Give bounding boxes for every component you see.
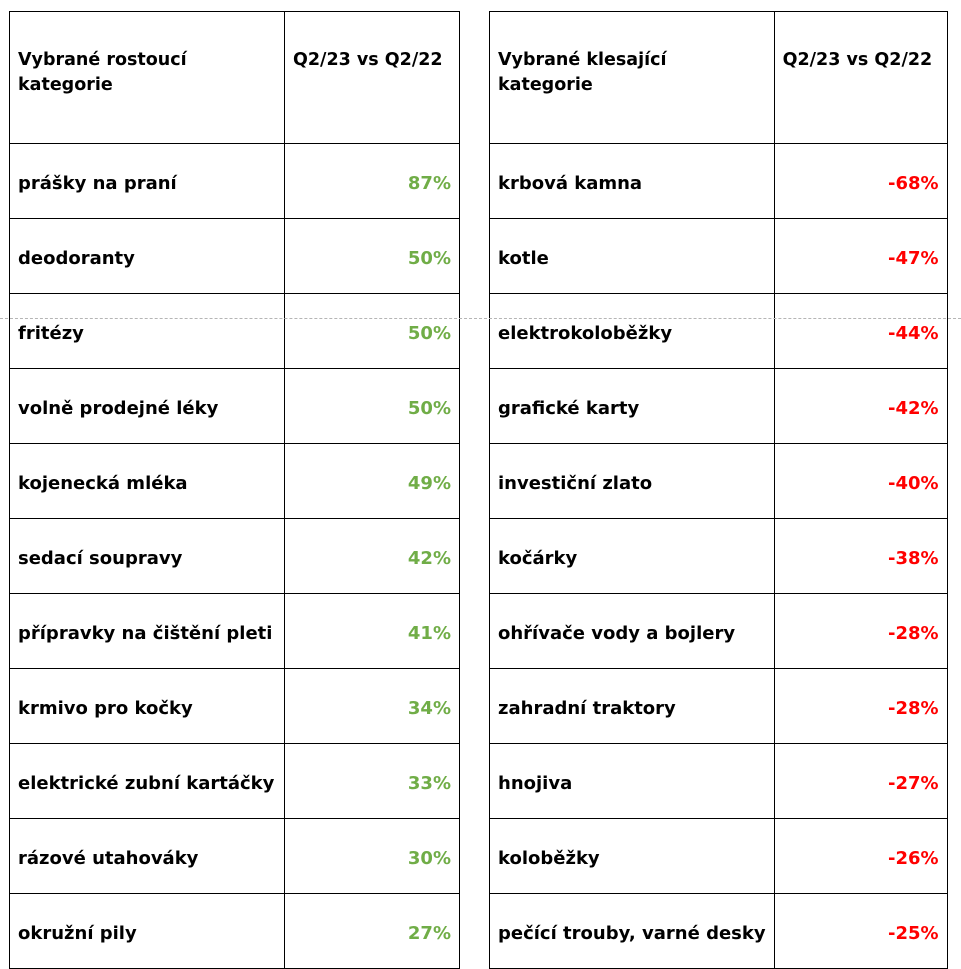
category-name: fritézy (10, 294, 285, 369)
table-row (490, 744, 948, 819)
category-name: grafické karty (490, 369, 775, 444)
change-value: -40% (774, 444, 947, 519)
table-row (490, 369, 948, 444)
table-row (490, 294, 948, 369)
table-row (10, 369, 460, 444)
category-name: prášky na praní (10, 144, 285, 219)
category-name: elektrické zubní kartáčky (10, 744, 285, 819)
category-name: koloběžky (490, 819, 775, 894)
table-row (490, 519, 948, 594)
category-name: kojenecká mléka (10, 444, 285, 519)
change-value: -42% (774, 369, 947, 444)
table-row (10, 219, 460, 294)
category-name: pečící trouby, varné desky (490, 894, 775, 969)
table-row (490, 894, 948, 969)
category-name: okružní pily (10, 894, 285, 969)
change-value: 49% (285, 444, 460, 519)
change-value: 41% (285, 594, 460, 669)
change-value: 30% (285, 819, 460, 894)
category-name: ohřívače vody a bojlery (490, 594, 775, 669)
change-value: 50% (285, 369, 460, 444)
table-row (10, 744, 460, 819)
change-value: 34% (285, 669, 460, 744)
table-row (10, 519, 460, 594)
table-row (490, 594, 948, 669)
category-name: volně prodejné léky (10, 369, 285, 444)
table-row (10, 819, 460, 894)
category-name: hnojiva (490, 744, 775, 819)
category-name: kočárky (490, 519, 775, 594)
change-value: -38% (774, 519, 947, 594)
category-name: elektrokoloběžky (490, 294, 775, 369)
table-row (490, 144, 948, 219)
table-header-row (490, 12, 948, 144)
category-name: krbová kamna (490, 144, 775, 219)
table-row (10, 669, 460, 744)
table-row (490, 444, 948, 519)
category-name: krmivo pro kočky (10, 669, 285, 744)
change-value: -27% (774, 744, 947, 819)
table-row (10, 144, 460, 219)
category-name: kotle (490, 219, 775, 294)
table-header-row (10, 12, 460, 144)
header-category: Vybrané klesající kategorie (490, 12, 775, 144)
growing-categories-table (9, 11, 460, 969)
category-name: rázové utahováky (10, 819, 285, 894)
category-name: zahradní traktory (490, 669, 775, 744)
table-row (10, 894, 460, 969)
change-value: 87% (285, 144, 460, 219)
category-name: sedací soupravy (10, 519, 285, 594)
header-category: Vybrané rostoucí kategorie (10, 12, 285, 144)
change-value: -47% (774, 219, 947, 294)
change-value: 27% (285, 894, 460, 969)
page-break-line (0, 318, 961, 319)
change-value: -44% (774, 294, 947, 369)
change-value: 50% (285, 294, 460, 369)
change-value: -26% (774, 819, 947, 894)
table-row (490, 669, 948, 744)
category-name: přípravky na čištění pleti (10, 594, 285, 669)
header-period: Q2/23 vs Q2/22 (774, 12, 947, 144)
change-value: -28% (774, 594, 947, 669)
category-name: investiční zlato (490, 444, 775, 519)
table-row (490, 819, 948, 894)
header-period: Q2/23 vs Q2/22 (285, 12, 460, 144)
declining-categories-table (489, 11, 948, 969)
category-name: deodoranty (10, 219, 285, 294)
change-value: -28% (774, 669, 947, 744)
change-value: 42% (285, 519, 460, 594)
change-value: 50% (285, 219, 460, 294)
change-value: 33% (285, 744, 460, 819)
change-value: -25% (774, 894, 947, 969)
change-value: -68% (774, 144, 947, 219)
table-row (10, 294, 460, 369)
table-row (10, 594, 460, 669)
table-row (490, 219, 948, 294)
table-row (10, 444, 460, 519)
